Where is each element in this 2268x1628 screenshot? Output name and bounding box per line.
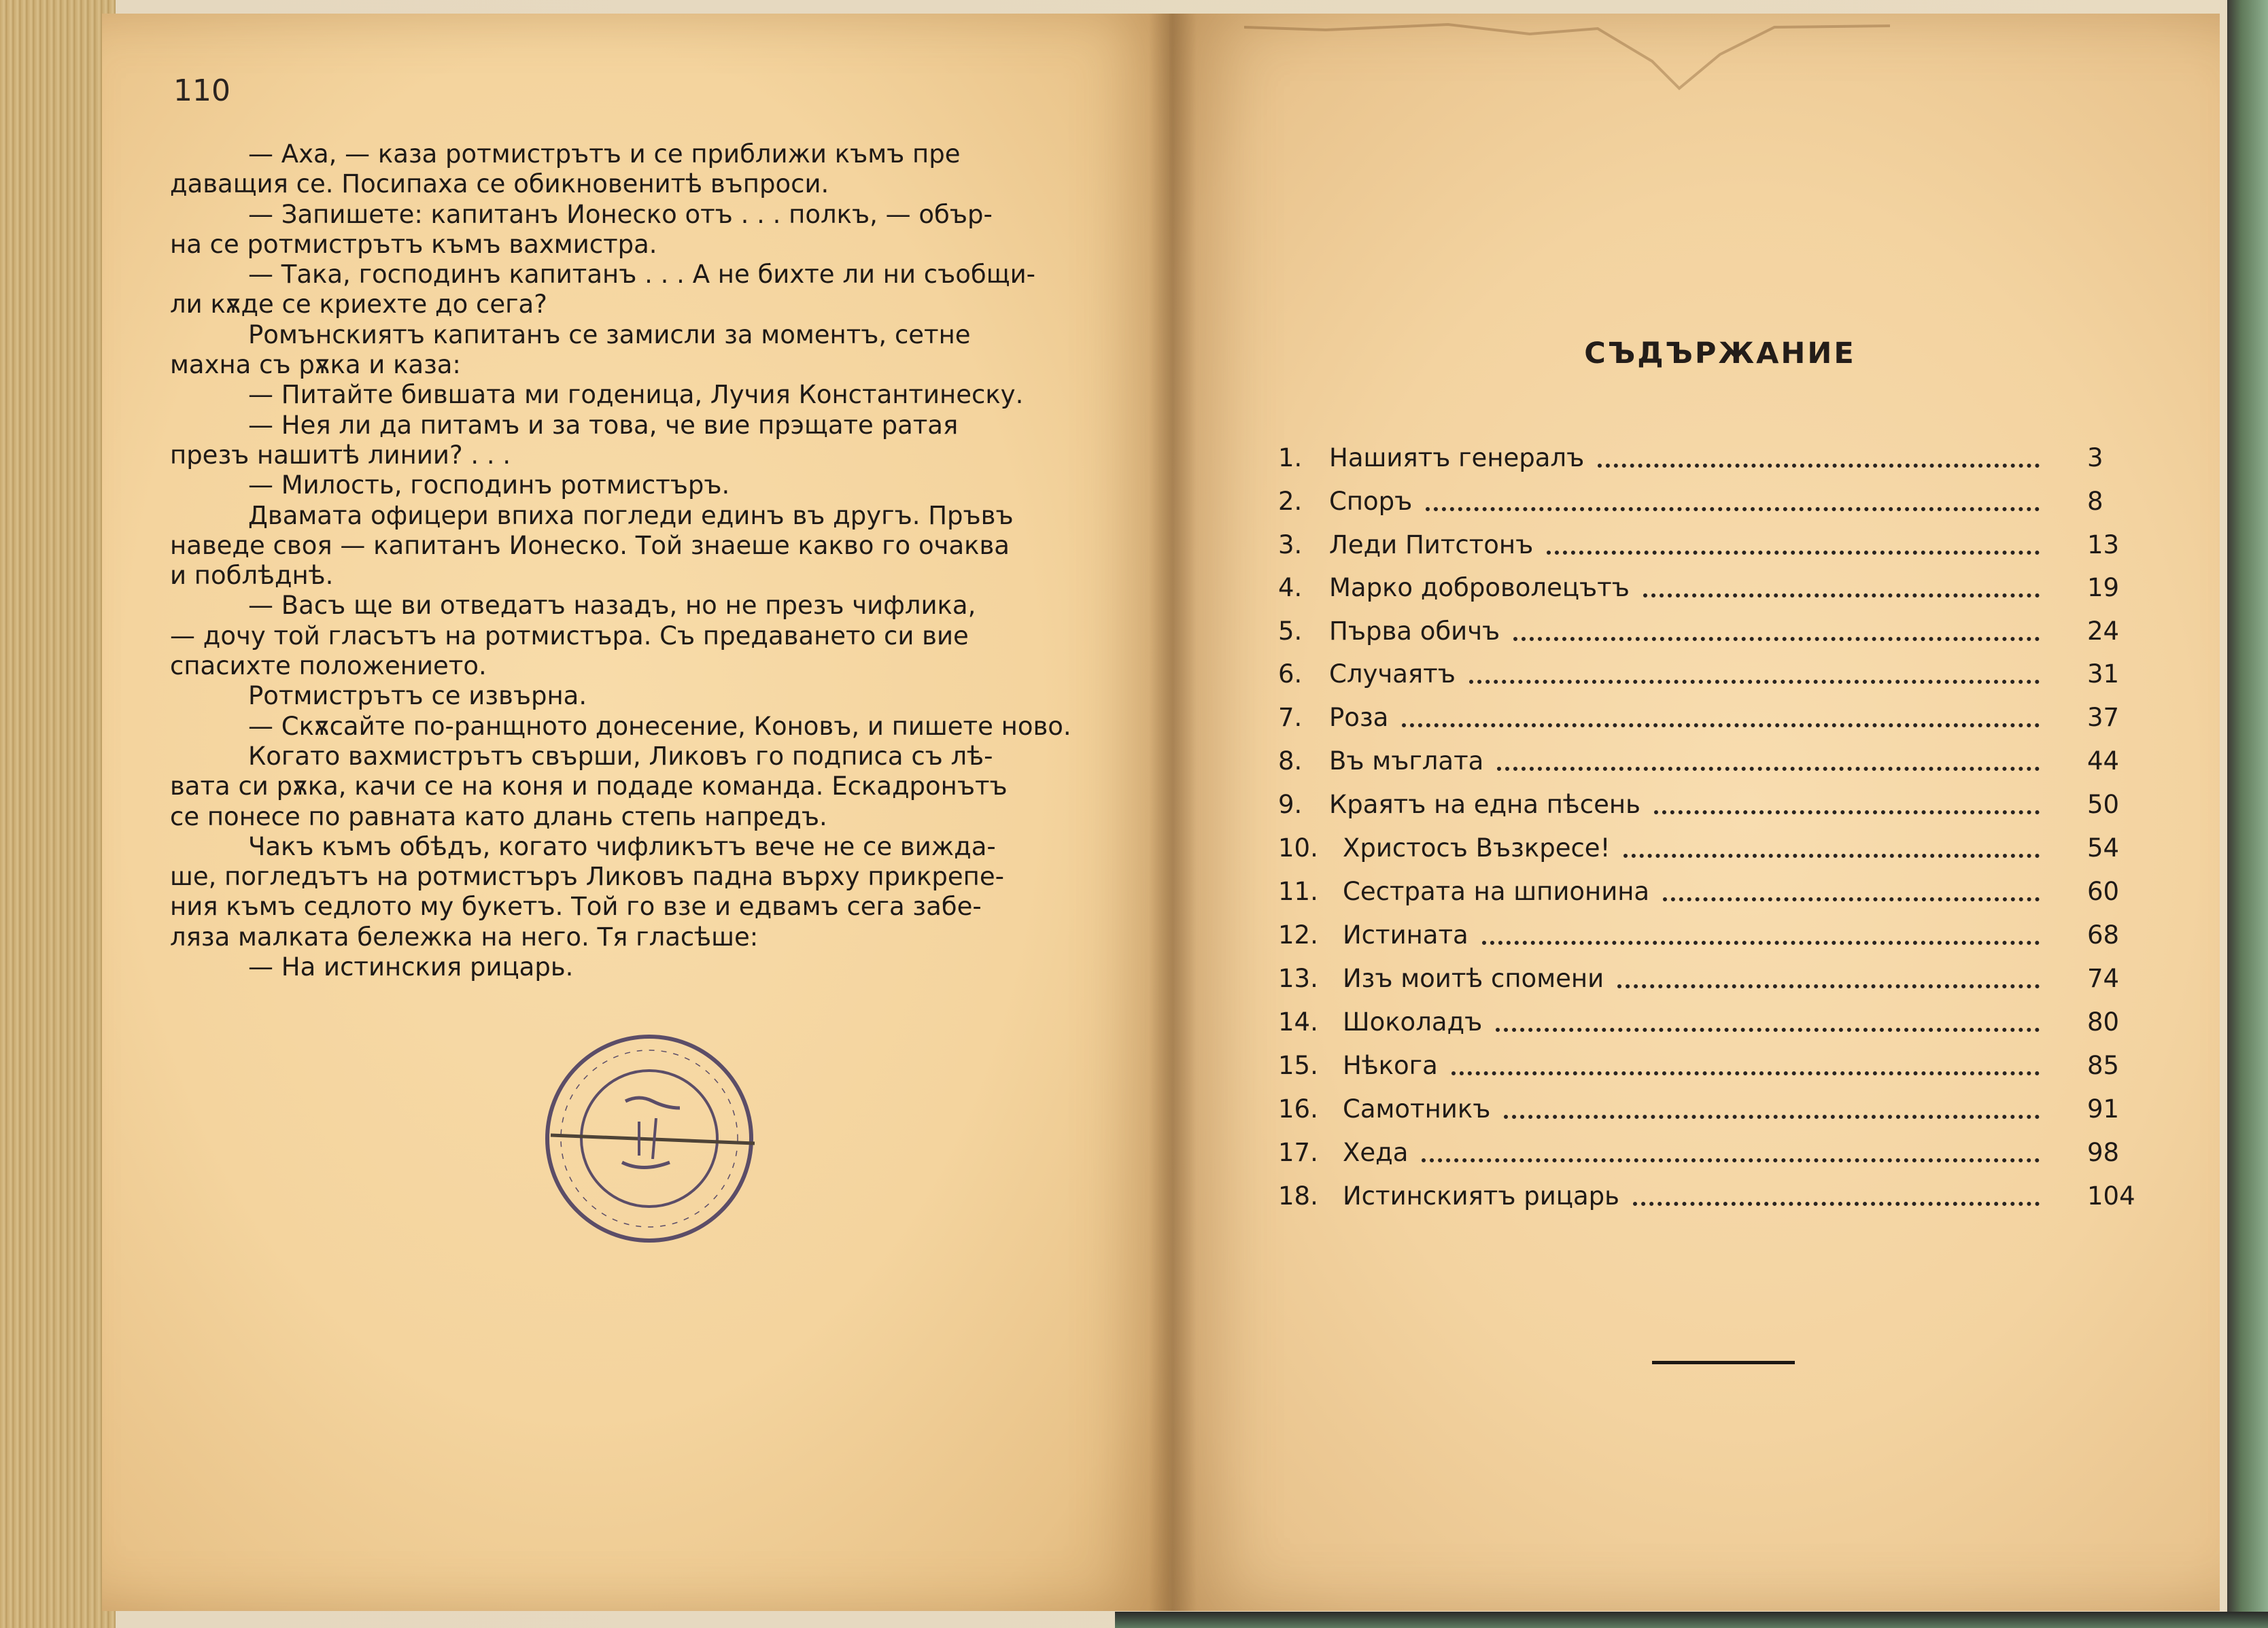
toc-entry-page: 44: [2087, 746, 2120, 776]
toc-entry: [1278, 790, 2162, 831]
toc-entry: [1278, 617, 2162, 657]
text-line: Чакъ къмъ обѣдъ, когато чифликътъ вече не се вижда-: [248, 831, 996, 861]
toc-entry: [1278, 659, 2162, 700]
toc-dot-leader: [1504, 1108, 2040, 1119]
text-line: на се ротмистрътъ къмъ вахмистра.: [170, 229, 657, 259]
toc-entry-page: 3: [2087, 443, 2103, 472]
toc-entry-title: Нашиятъ генералъ: [1329, 443, 1585, 472]
toc-entry-number: 2.: [1278, 487, 1303, 516]
toc-entry: [1278, 877, 2162, 918]
toc-entry-title: Истинскиятъ рицарь: [1343, 1181, 1619, 1211]
toc-entry-page: 91: [2087, 1094, 2120, 1124]
toc-entry-title: Сестрата на шпионина: [1343, 877, 1650, 906]
toc-entry-title: Нѣкога: [1343, 1051, 1438, 1080]
text-line: — Васъ ще ви отведатъ назадъ, но не презъ чифлика,: [248, 591, 976, 621]
toc-entry-title: Въ мъглата: [1329, 746, 1484, 776]
text-line: — Скѫсайте по-ранщното донесение, Коновъ, и пишете ново.: [248, 711, 1071, 741]
toc-dot-leader: [1547, 544, 2040, 555]
toc-dot-leader: [1633, 1195, 2040, 1206]
body-text: [170, 139, 1071, 982]
toc-entry-number: 14.: [1278, 1007, 1318, 1037]
toc-entry-number: 10.: [1278, 833, 1318, 863]
toc-dot-leader: [1422, 1151, 2040, 1162]
text-line: наведе своя — капитанъ Ионеско. Той знаеше какво го очаква: [170, 530, 1010, 560]
toc-entry-number: 15.: [1278, 1051, 1318, 1080]
toc-entry-page: 98: [2087, 1138, 2120, 1167]
toc-entry-page: 60: [2087, 877, 2120, 906]
text-line: Ротмистрътъ се извърна.: [248, 681, 587, 711]
toc-entry-title: Истината: [1343, 920, 1468, 950]
text-line: се понесе по равната като длань степь напредъ.: [170, 801, 827, 831]
text-line: даващия се. Посипаха се обикновенитѣ въпроси.: [170, 169, 829, 199]
toc-entry-title: Марко доброволецътъ: [1329, 573, 1630, 602]
toc-entry-number: 18.: [1278, 1181, 1318, 1211]
toc-entry-page: 19: [2087, 573, 2120, 602]
toc-entry-title: Роза: [1329, 703, 1389, 732]
toc-entry: [1278, 1007, 2162, 1048]
toc-dot-leader: [1643, 587, 2040, 597]
text-line: ния къмъ седлото му букетъ. Той го взе и едвамъ сега забе-: [170, 892, 982, 922]
toc-entry-page: 74: [2087, 964, 2120, 993]
toc-entry-number: 4.: [1278, 573, 1303, 602]
text-line: — Питайте бившата ми годеница, Лучия Константинеску.: [248, 380, 1024, 410]
toc-entry-number: 6.: [1278, 659, 1303, 689]
toc-entry: [1278, 746, 2162, 787]
toc-entry-title: Споръ: [1329, 487, 1413, 516]
text-line: презъ нашитѣ линии? . . .: [170, 440, 511, 470]
toc-entry-number: 1.: [1278, 443, 1303, 472]
toc-entry: [1278, 1181, 2162, 1222]
toc-entry-title: Шоколадъ: [1343, 1007, 1483, 1037]
toc-entry-title: Първа обичъ: [1329, 617, 1500, 646]
toc-entry-number: 17.: [1278, 1138, 1318, 1167]
toc-dot-leader: [1617, 977, 2040, 988]
text-line: махна съ рѫка и каза:: [170, 350, 461, 380]
toc-entry: [1278, 1051, 2162, 1092]
text-line: ли кѫде се криехте до сега?: [170, 290, 547, 319]
toc-dot-leader: [1482, 934, 2040, 945]
text-line: ше, погледътъ на ротмистъръ Ликовъ падна върху прикрепе-: [170, 862, 1004, 892]
toc-entry-page: 68: [2087, 920, 2120, 950]
toc-entry: [1278, 530, 2162, 571]
toc-entry-title: Краятъ на една пѣсень: [1329, 790, 1640, 819]
torn-page-edge: [1244, 14, 1890, 150]
toc-entry-number: 5.: [1278, 617, 1303, 646]
book-cover-bottom: [1115, 1612, 2268, 1628]
toc-dot-leader: [1623, 847, 2040, 858]
book-cover-edge: [2227, 0, 2268, 1628]
toc-entry: [1278, 833, 2162, 874]
toc-entry-title: Леди Питстонъ: [1329, 530, 1534, 559]
toc-heading: СЪДЪРЖАНИЕ: [1584, 336, 1856, 370]
book-gutter: [1149, 14, 1197, 1611]
text-line: вата си рѫка, качи се на коня и подаде команда. Ескадронътъ: [170, 772, 1008, 801]
toc-entry: [1278, 443, 2162, 484]
toc-entry-title: Изъ моитѣ спомени: [1343, 964, 1604, 993]
toc-entry: [1278, 573, 2162, 614]
toc-entry-page: 24: [2087, 617, 2120, 646]
text-line: — Нея ли да питамъ и за това, че вие прэщате ратая: [248, 410, 959, 440]
toc-dot-leader: [1496, 1021, 2040, 1032]
toc-entry-number: 8.: [1278, 746, 1303, 776]
toc-dot-leader: [1513, 630, 2040, 641]
text-line: — Така, господинъ капитанъ . . . А не бихте ли ни съобщи-: [248, 260, 1035, 290]
toc-entry-number: 7.: [1278, 703, 1303, 732]
toc-dot-leader: [1426, 500, 2040, 511]
toc-entry-title: Самотникъ: [1343, 1094, 1491, 1124]
toc-dot-leader: [1663, 890, 2040, 901]
text-line: спасихте положението.: [170, 651, 487, 681]
text-line: Ромънскиятъ капитанъ се замисли за моментъ, сетне: [248, 319, 971, 349]
toc-dot-leader: [1654, 803, 2040, 814]
end-rule: [1652, 1361, 1795, 1364]
toc-entry-page: 54: [2087, 833, 2120, 863]
toc-entry: [1278, 964, 2162, 1005]
toc-entry: [1278, 920, 2162, 961]
toc-dot-leader: [1598, 457, 2040, 468]
text-line: — На истинския рицарь.: [248, 952, 574, 982]
toc-entry: [1278, 487, 2162, 527]
toc-entry-title: Хеда: [1343, 1138, 1409, 1167]
toc-entry-page: 31: [2087, 659, 2120, 689]
toc-dot-leader: [1451, 1064, 2040, 1075]
toc-entry-page: 8: [2087, 487, 2103, 516]
toc-entry-title: Случаятъ: [1329, 659, 1456, 689]
text-line: и поблѣднѣ.: [170, 561, 334, 591]
toc-entry-page: 85: [2087, 1051, 2120, 1080]
toc-dot-leader: [1497, 760, 2040, 771]
toc-entry: [1278, 703, 2162, 744]
toc-entry-page: 50: [2087, 790, 2120, 819]
toc-entry-page: 37: [2087, 703, 2120, 732]
toc-entry-page: 104: [2087, 1181, 2135, 1211]
library-stamp: [537, 1026, 761, 1251]
toc-entry-number: 13.: [1278, 964, 1318, 993]
text-line: — Запишете: капитанъ Ионеско отъ . . . полкъ, — обър-: [248, 199, 993, 229]
text-line: Двамата офицери впиха погледи единъ въ другъ. Пръвъ: [248, 500, 1014, 530]
toc-dot-leader: [1469, 673, 2040, 684]
toc-entry-number: 12.: [1278, 920, 1318, 950]
toc-dot-leader: [1402, 716, 2040, 727]
toc-entry-number: 3.: [1278, 530, 1303, 559]
text-line: — Аха, — каза ротмистрътъ и се приближи къмъ пре: [248, 139, 961, 169]
toc-entry-number: 16.: [1278, 1094, 1318, 1124]
toc-entry-page: 13: [2087, 530, 2120, 559]
toc-entry-page: 80: [2087, 1007, 2120, 1037]
page-edges: [0, 0, 116, 1628]
text-line: — Милость, господинъ ротмистъръ.: [248, 470, 730, 500]
text-line: — дочу той гласътъ на ротмистъра. Съ предаването си вие: [170, 621, 969, 651]
text-line: ляза малката бележка на него. Тя гласѣше:: [170, 922, 759, 952]
toc-entry-number: 11.: [1278, 877, 1318, 906]
toc-entry-number: 9.: [1278, 790, 1303, 819]
text-line: Когато вахмистрътъ свърши, Ликовъ го подписа съ лѣ-: [248, 741, 993, 771]
toc-entry: [1278, 1138, 2162, 1179]
toc-entry-title: Христосъ Възкресе!: [1343, 833, 1611, 863]
page-number: 110: [173, 73, 230, 108]
toc-entry: [1278, 1094, 2162, 1135]
